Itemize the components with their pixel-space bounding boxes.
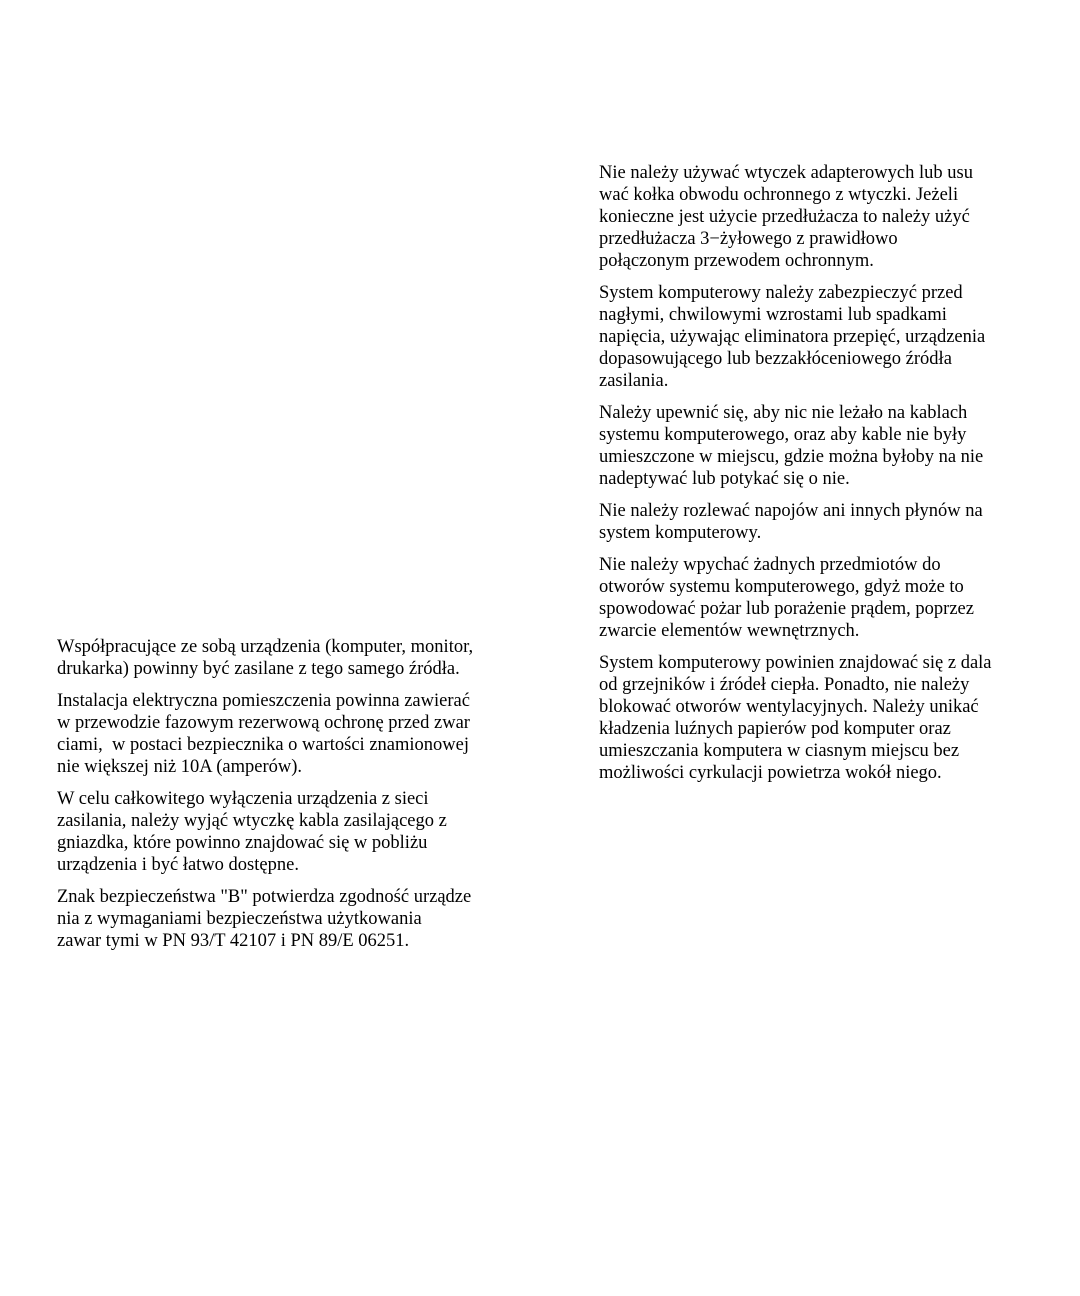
text-line: w przewodzie fazowym rezerwową ochronę przed zwar bbox=[57, 713, 470, 733]
text-line: zwarcie elementów wewnętrznych. bbox=[599, 621, 860, 641]
text-line: zasilania. bbox=[599, 371, 669, 391]
left-paragraph-safety-mark bbox=[57, 886, 527, 952]
text-line: drukarka) powinny być zasilane z tego samego źródła. bbox=[57, 659, 460, 679]
text-line: W celu całkowitego wyłączenia urządzenia z sieci bbox=[57, 789, 429, 809]
text-line: blokować otworów wentylacyjnych. Należy unikać bbox=[599, 697, 979, 717]
text-line: urządzenia i być łatwo dostępne. bbox=[57, 855, 299, 875]
text-line: Znak bezpieczeństwa "B" potwierdza zgodność urządze bbox=[57, 887, 472, 907]
right-paragraph-cables bbox=[599, 402, 1039, 490]
text-line: możliwości cyrkulacji powietrza wokół niego. bbox=[599, 763, 942, 783]
text-line: umieszczania komputera w ciasnym miejscu bez bbox=[599, 741, 960, 761]
text-line: gniazdka, które powinno znajdować się w pobliżu bbox=[57, 833, 428, 853]
left-paragraph-disconnect bbox=[57, 788, 527, 876]
left-paragraph-power-source bbox=[57, 636, 527, 680]
text-line: przedłużacza 3−żyłowego z prawidłowo bbox=[599, 229, 898, 249]
text-line: Nie należy wpychać żadnych przedmiotów do bbox=[599, 555, 941, 575]
text-line: nia z wymaganiami bezpieczeństwa użytkowania bbox=[57, 909, 422, 929]
text-line: połączonym przewodem ochronnym. bbox=[599, 251, 874, 271]
text-line: systemu komputerowego, oraz aby kable nie były bbox=[599, 425, 967, 445]
right-paragraph-surge-protection bbox=[599, 282, 1039, 392]
right-paragraph-adapter-plugs bbox=[599, 162, 1039, 272]
text-line: Instalacja elektryczna pomieszczenia powinna zawierać bbox=[57, 691, 470, 711]
text-line: napięcia, używając eliminatora przepięć, urządzenia bbox=[599, 327, 986, 347]
left-paragraph-installation bbox=[57, 690, 527, 778]
text-line: Nie należy rozlewać napojów ani innych płynów na bbox=[599, 501, 983, 521]
text-line: kładzenia luźnych papierów pod komputer oraz bbox=[599, 719, 951, 739]
text-line: System komputerowy powinien znajdować się z dala bbox=[599, 653, 992, 673]
text-line: Nie należy używać wtyczek adapterowych lub usu bbox=[599, 163, 973, 183]
left-column bbox=[57, 636, 527, 962]
right-paragraph-ventilation bbox=[599, 652, 1039, 784]
text-line: dopasowującego lub bezzakłóceniowego źródła bbox=[599, 349, 952, 369]
text-line: system komputerowy. bbox=[599, 523, 762, 543]
text-line: spowodować pożar lub porażenie prądem, poprzez bbox=[599, 599, 974, 619]
text-line: nie większej niż 10A (amperów). bbox=[57, 757, 303, 777]
text-line: zawar tymi w PN 93/T 42107 i PN 89/E 06251. bbox=[57, 931, 410, 951]
right-paragraph-objects bbox=[599, 554, 1039, 642]
text-line: konieczne jest użycie przedłużacza to należy użyć bbox=[599, 207, 970, 227]
right-paragraph-liquids bbox=[599, 500, 1039, 544]
text-line: umieszczone w miejscu, gdzie można byłoby na nie bbox=[599, 447, 984, 467]
text-line: otworów systemu komputerowego, gdyż może to bbox=[599, 577, 964, 597]
text-line: wać kołka obwodu ochronnego z wtyczki. Jeżeli bbox=[599, 185, 959, 205]
text-line: System komputerowy należy zabezpieczyć przed bbox=[599, 283, 963, 303]
text-line: nadeptywać lub potykać się o nie. bbox=[599, 469, 850, 489]
text-line: od grzejników i źródeł ciepła. Ponadto, nie należy bbox=[599, 675, 970, 695]
text-line: Współpracujące ze sobą urządzenia (komputer, monitor, bbox=[57, 637, 474, 657]
right-column bbox=[599, 162, 1039, 794]
text-line: nagłymi, chwilowymi wzrostami lub spadkami bbox=[599, 305, 947, 325]
text-line: ciami, w postaci bezpiecznika o wartości znamionowej bbox=[57, 735, 469, 755]
text-line: zasilania, należy wyjąć wtyczkę kabla zasilającego z bbox=[57, 811, 447, 831]
text-line: Należy upewnić się, aby nic nie leżało na kablach bbox=[599, 403, 968, 423]
